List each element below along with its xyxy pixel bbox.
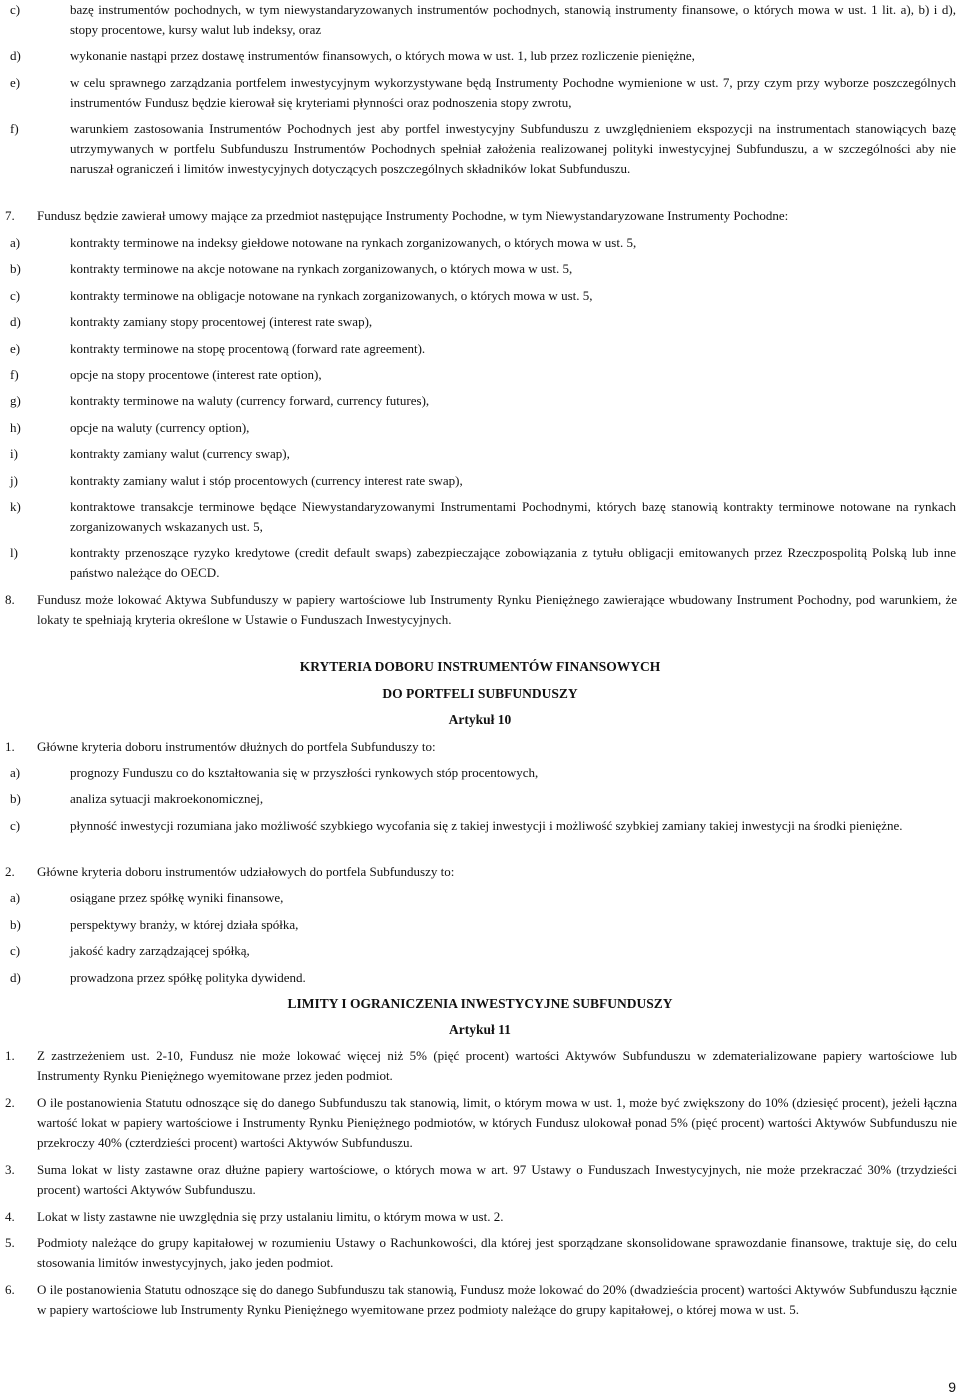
- list-text: warunkiem zastosowania Instrumentów Pochodnych jest aby portfel inwestycyjny Subfunduszu z uwzględnieniem ekspozycji na instrumentach stanowiących bazę utrzymywanych w portfelu Subfunduszu Instrumentów Pochodnych spełniał założenia realizowanej polityki inwestycyjnej Subfunduszu, a w szczególności aby nie naruszał ograniczeń i limitów inwestycyjnych dotyczących poszczególnych składników lokat Subfunduszu.: [70, 121, 956, 176]
- list-label: e): [10, 75, 21, 90]
- list-label: a): [10, 890, 21, 905]
- list-label: c): [10, 818, 21, 833]
- list-label: g): [10, 393, 21, 408]
- list-label: k): [10, 499, 21, 514]
- list-label: f): [10, 367, 19, 382]
- section-title: DO PORTFELI SUBFUNDUSZY: [382, 686, 578, 701]
- paragraph-number: 8.: [5, 592, 15, 607]
- list-text: prowadzona przez spółkę polityka dywidend.: [70, 970, 306, 985]
- paragraph-number: 4.: [5, 1209, 15, 1224]
- paragraph-text: Fundusz będzie zawierał umowy mające za przedmiot następujące Instrumenty Pochodne, w tym Niewystandaryzowane Instrumenty Pochodne:: [37, 208, 789, 223]
- paragraph-number: 6.: [5, 1282, 15, 1297]
- list-text: opcje na stopy procentowe (interest rate option),: [70, 367, 322, 382]
- list-text: kontrakty zamiany stopy procentowej (interest rate swap),: [70, 314, 373, 329]
- list-label: c): [10, 943, 21, 958]
- list-text: osiągane przez spółkę wyniki finansowe,: [70, 890, 284, 905]
- list-text: płynność inwestycji rozumiana jako możliwość szybkiego wycofania się z takiej inwestycji i możliwość szybkiej zamiany takiej inwestycji na środki pieniężne.: [70, 818, 903, 833]
- list-text: w celu sprawnego zarządzania portfelem inwestycyjnym wykorzystywane będą Instrumenty Pochodne wymienione w ust. 7, przy czym przy wyborze poszczególnych instrumentów Fundusz będzie kierował się kryteriami płynności oraz podnoszenia stopy zwrotu,: [70, 75, 956, 110]
- section-title: KRYTERIA DOBORU INSTRUMENTÓW FINANSOWYCH: [299, 659, 661, 674]
- list-label: l): [10, 545, 18, 560]
- paragraph-text: Podmioty należące do grupy kapitałowej w rozumieniu Ustawy o Rachunkowości, dla której jest sporządzane skonsolidowane sprawozdanie finansowe, traktuje się, do celu stosowania limitów inwestycyjnych, jako jeden podmiot.: [37, 1235, 957, 1270]
- list-label: c): [10, 288, 21, 303]
- paragraph-number: 1.: [5, 739, 15, 754]
- paragraph-number: 2.: [5, 864, 15, 879]
- list-label: b): [10, 917, 21, 932]
- list-text: wykonanie nastąpi przez dostawę instrumentów finansowych, o których mowa w ust. 1, lub przez rozliczenie pieniężne,: [70, 48, 695, 63]
- paragraph-number: 1.: [5, 1048, 15, 1063]
- list-text: kontrakty zamiany walut (currency swap),: [70, 446, 290, 461]
- list-label: d): [10, 314, 21, 329]
- list-label: f): [10, 121, 19, 136]
- paragraph-text: O ile postanowienia Statutu odnoszące się do danego Subfunduszu tak stanowią, limit, o którym mowa w ust. 1, może być zwiększony do 10% (dziesięć procent), jeżeli łączna wartość lokat w papiery wartościowe i Instrumenty Rynku Pieniężnego podmiotów, w których Fundusz ulokował ponad 5% (pięć procent) wartości Aktywów Subfunduszu nie przekroczy 40% (czterdzieści procent) wartości Aktywów Subfunduszu.: [37, 1095, 957, 1150]
- list-text: prognozy Funduszu co do kształtowania się w przyszłości rynkowych stóp procentowych,: [70, 765, 539, 780]
- list-label: a): [10, 235, 21, 250]
- paragraph-text: Z zastrzeżeniem ust. 2-10, Fundusz nie może lokować więcej niż 5% (pięć procent) wartości Aktywów Subfunduszu w zdematerializowane papiery wartościowe lub Instrumenty Rynku Pieniężnego wyemitowane przez jeden podmiot.: [37, 1048, 957, 1083]
- list-label: d): [10, 48, 21, 63]
- list-text: analiza sytuacji makroekonomicznej,: [70, 791, 264, 806]
- list-text: kontrakty przenoszące ryzyko kredytowe (credit default swaps) zabezpieczające zobowiązania z tytułu obligacji emitowanych przez Rzeczpospolitą Polską lub inne państwo należące do OECD.: [70, 545, 956, 580]
- list-label: e): [10, 341, 21, 356]
- list-label: c): [10, 2, 21, 17]
- page-number: 9: [948, 1379, 956, 1395]
- list-label: a): [10, 765, 21, 780]
- list-text: kontrakty zamiany walut i stóp procentowych (currency interest rate swap),: [70, 473, 463, 488]
- list-label: j): [10, 473, 18, 488]
- list-text: kontrakty terminowe na indeksy giełdowe notowane na rynkach zorganizowanych, o których mowa w ust. 5,: [70, 235, 637, 250]
- list-label: h): [10, 420, 21, 435]
- paragraph-number: 2.: [5, 1095, 15, 1110]
- list-label: b): [10, 261, 21, 276]
- list-text: jakość kadry zarządzającej spółką,: [70, 943, 250, 958]
- list-label: d): [10, 970, 21, 985]
- paragraph-text: Suma lokat w listy zastawne oraz dłużne papiery wartościowe, o których mowa w art. 97 Ustawy o Funduszach Inwestycyjnych, nie może przekraczać 30% (trzydzieści procent) wartości Aktywów Subfunduszu.: [37, 1162, 957, 1197]
- paragraph-text: Główne kryteria doboru instrumentów dłużnych do portfela Subfunduszy to:: [37, 739, 436, 754]
- paragraph-text: Lokat w listy zastawne nie uwzględnia się przy ustalaniu limitu, o którym mowa w ust. 2.: [37, 1209, 504, 1224]
- list-label: i): [10, 446, 18, 461]
- list-text: kontrakty terminowe na obligacje notowane na rynkach zorganizowanych, o których mowa w ust. 5,: [70, 288, 593, 303]
- paragraph-number: 5.: [5, 1235, 15, 1250]
- list-text: kontrakty terminowe na akcje notowane na rynkach zorganizowanych, o których mowa w ust. 5,: [70, 261, 573, 276]
- list-text: kontrakty terminowe na waluty (currency forward, currency futures),: [70, 393, 430, 408]
- list-label: b): [10, 791, 21, 806]
- paragraph-text: Fundusz może lokować Aktywa Subfunduszy w papiery wartościowe lub Instrumenty Rynku Pieniężnego zawierające wbudowany Instrument Pochodny, pod warunkiem, że lokaty te spełniają kryteria określone w Ustawie o Funduszach Inwestycyjnych.: [37, 592, 957, 627]
- article-heading: Artykuł 10: [448, 712, 512, 727]
- paragraph-number: 3.: [5, 1162, 15, 1177]
- article-heading: Artykuł 11: [449, 1022, 511, 1037]
- paragraph-text: O ile postanowienia Statutu odnoszące się do danego Subfunduszu tak stanowią, Fundusz może lokować do 20% (dwadzieścia procent) wartości Aktywów Subfunduszu łącznie w papiery wartościowe lub Instrumenty Rynku Pieniężnego wyemitowane przez podmioty należące do grupy kapitałowej, o której mowa w ust. 5.: [37, 1282, 957, 1317]
- paragraph-text: Główne kryteria doboru instrumentów udziałowych do portfela Subfunduszy to:: [37, 864, 455, 879]
- paragraph-number: 7.: [5, 208, 15, 223]
- list-text: kontrakty terminowe na stopę procentową (forward rate agreement).: [70, 341, 426, 356]
- list-text: opcje na waluty (currency option),: [70, 420, 250, 435]
- list-text: bazę instrumentów pochodnych, w tym niewystandaryzowanych instrumentów pochodnych, stanowią instrumenty finansowe, o których mowa w ust. 1 lit. a), b) i d), stopy procentowe, kursy walut lub indeksy, oraz: [70, 2, 956, 37]
- list-text: perspektywy branży, w której działa spółka,: [70, 917, 299, 932]
- section-title: LIMITY I OGRANICZENIA INWESTYCYJNE SUBFUNDUSZY: [287, 996, 673, 1011]
- list-text: kontraktowe transakcje terminowe będące Niewystandaryzowanymi Instrumentami Pochodnymi, których bazę stanowią kontrakty terminowe notowane na rynkach zorganizowanych wskazanych ust. 5,: [70, 499, 956, 534]
